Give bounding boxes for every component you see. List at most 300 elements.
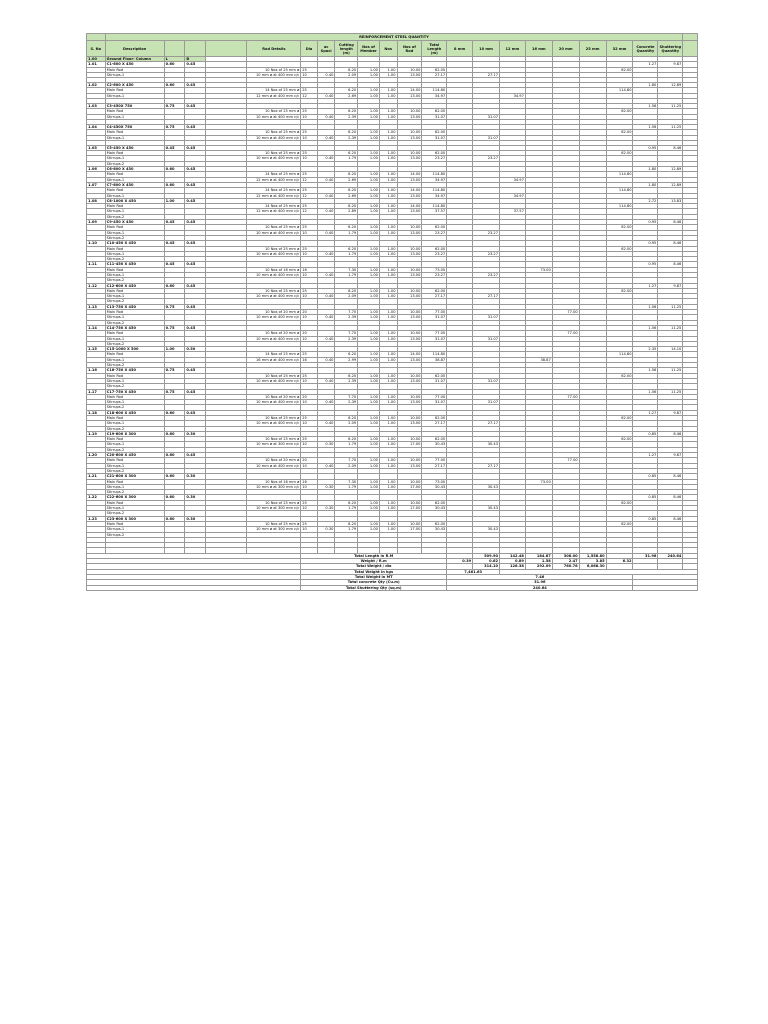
cell: 1.00 — [358, 204, 380, 209]
cell: Stirrups-1 — [105, 527, 164, 532]
cell: 1.00 — [358, 114, 380, 119]
cell: 1.00 — [379, 416, 397, 421]
cell: 31.07 — [422, 400, 447, 405]
cell: 14.10 — [658, 347, 683, 352]
cell: 1.00 — [358, 500, 380, 505]
cell: 77.00 — [422, 458, 447, 463]
cell: 1.27 — [633, 410, 658, 415]
cell: 73.00 — [525, 267, 552, 272]
cell: 1.00 — [379, 288, 397, 293]
cell: 2.39 — [335, 336, 358, 341]
cell: 1.03 — [87, 104, 106, 109]
cell: Stirrups-1 — [105, 114, 164, 119]
column-name: C12-600 X 450 — [105, 283, 164, 288]
column-header: Nos of Rod — [397, 41, 422, 57]
cell: 13.00 — [397, 378, 422, 383]
cell: Stirrups-2 — [105, 214, 164, 219]
cell: 0.40 — [317, 230, 335, 235]
cell: 1.00 — [379, 130, 397, 135]
cell: 62.00 — [606, 500, 633, 505]
cell: 7.70 — [335, 458, 358, 463]
cell: 6.32 — [606, 559, 633, 564]
cell: Stirrups-2 — [105, 532, 164, 537]
cell: 13.00 — [397, 230, 422, 235]
cell: 10 Nos of 25 mm ø — [247, 246, 301, 251]
cell: 1.00 — [358, 373, 380, 378]
cell: 1.00 — [379, 357, 397, 362]
cell: 1.16 — [87, 368, 106, 373]
cell: 34.97 — [422, 93, 447, 98]
cell: 1.00 — [87, 57, 106, 62]
cell: 25 — [301, 204, 318, 209]
cell: 14 Nos of 25 mm ø — [247, 188, 301, 193]
cell: 1.00 — [358, 458, 380, 463]
cell: 2.72 — [633, 198, 658, 203]
cell: 12 — [301, 193, 318, 198]
cell: 17.00 — [397, 442, 422, 447]
cell: 62.00 — [422, 521, 447, 526]
cell: 1.05 — [87, 145, 106, 150]
column-name: C4-450X 750 — [105, 124, 164, 129]
cell: 17.00 — [397, 506, 422, 511]
cell — [683, 41, 698, 57]
cell: 1.56 — [633, 304, 658, 309]
cell: 0.60 — [164, 62, 185, 67]
cell: 6.20 — [335, 373, 358, 378]
cell: 12 — [301, 177, 318, 182]
cell: 1.80 — [633, 182, 658, 187]
cell: 0.40 — [317, 463, 335, 468]
cell: 14.00 — [397, 172, 422, 177]
cell: 0.85 — [633, 516, 658, 521]
cell: Stirrups-2 — [105, 320, 164, 325]
column-header: Nos — [379, 41, 397, 57]
cell: 23.27 — [422, 272, 447, 277]
cell: 9.87 — [658, 62, 683, 67]
cell: 1.13 — [87, 304, 106, 309]
cell: 1.00 — [379, 421, 397, 426]
cell: 62.00 — [606, 437, 633, 442]
cell: 30.43 — [473, 506, 500, 511]
cell: 6.20 — [335, 521, 358, 526]
cell: 1.27 — [633, 62, 658, 67]
cell: 34.97 — [499, 93, 525, 98]
cell: 1.00 — [358, 400, 380, 405]
cell: 1.00 — [358, 506, 380, 511]
cell: 1.00 — [379, 193, 397, 198]
cell: 30.43 — [473, 527, 500, 532]
cell: 10.00 — [397, 394, 422, 399]
cell: 12 mm ø at 400 mm c/c — [247, 209, 301, 214]
cell: 0.40 — [317, 272, 335, 277]
cell: 1.00 — [379, 151, 397, 156]
cell: 20 — [301, 458, 318, 463]
cell: Main Rod — [105, 373, 164, 378]
cell: 62.00 — [606, 373, 633, 378]
cell: 0.40 — [317, 336, 335, 341]
cell: 10 mm ø at 400 mm c/c — [247, 251, 301, 256]
cell: 1.00 — [358, 156, 380, 161]
cell: 12.89 — [658, 83, 683, 88]
cell: 1.27 — [633, 453, 658, 458]
cell: 2.99 — [335, 357, 358, 362]
cell: 1.00 — [164, 198, 185, 203]
cell: 10 — [301, 421, 318, 426]
cell: 10.00 — [397, 246, 422, 251]
cell: 12.89 — [658, 182, 683, 187]
cell: 31.07 — [422, 315, 447, 320]
cell: 1.00 — [358, 267, 380, 272]
cell: 13.00 — [397, 193, 422, 198]
cell: 13.00 — [397, 114, 422, 119]
cell: 1.00 — [358, 357, 380, 362]
cell: 1.21 — [87, 474, 106, 479]
column-header: Description — [105, 41, 164, 57]
cell: 1.00 — [358, 463, 380, 468]
cell: 62.00 — [606, 67, 633, 72]
column-name: C1-600 X 450 — [105, 62, 164, 67]
cell: 14.00 — [397, 204, 422, 209]
cell: 25 — [301, 416, 318, 421]
cell: 10 — [301, 251, 318, 256]
cell: 7.30 — [335, 479, 358, 484]
cell: 10.00 — [397, 479, 422, 484]
cell: 2.69 — [335, 193, 358, 198]
group-title: Ground Floor- Column — [105, 57, 164, 62]
cell: 1.00 — [379, 188, 397, 193]
cell: 10 mm ø at 300 mm c/c — [247, 506, 301, 511]
cell: 13.00 — [397, 177, 422, 182]
cell: 6.20 — [335, 352, 358, 357]
cell: 10.00 — [397, 416, 422, 421]
cell: 10.00 — [397, 288, 422, 293]
cell: 6.20 — [335, 151, 358, 156]
cell: 1.00 — [358, 93, 380, 98]
cell: 10.00 — [397, 500, 422, 505]
summary-label: Total Weight in MT — [301, 574, 447, 579]
cell: 10 Nos of 25 mm ø — [247, 416, 301, 421]
cell: 1.56 — [633, 124, 658, 129]
cell: 10 — [301, 442, 318, 447]
cell: Stirrups-2 — [105, 278, 164, 283]
cell: 0.45 — [185, 198, 206, 203]
cell: 20 — [301, 310, 318, 315]
cell: 2.09 — [335, 72, 358, 77]
cell: 0.60 — [164, 410, 185, 415]
cell: 1.00 — [358, 421, 380, 426]
cell: 1.00 — [358, 246, 380, 251]
cell: 1.79 — [335, 251, 358, 256]
cell: 77.00 — [552, 394, 579, 399]
cell: 6.20 — [335, 225, 358, 230]
cell: 10 — [301, 506, 318, 511]
cell: 73.00 — [422, 479, 447, 484]
cell: 1.00 — [379, 172, 397, 177]
cell: 34.97 — [422, 177, 447, 182]
cell: Stirrups-1 — [105, 272, 164, 277]
column-name: C17-750 X 450 — [105, 389, 164, 394]
column-name: C23-600 X 300 — [105, 516, 164, 521]
cell: Stirrups-2 — [105, 384, 164, 389]
cell: 23.27 — [473, 251, 500, 256]
cell: 34.97 — [422, 193, 447, 198]
cell: 1.79 — [335, 156, 358, 161]
cell: 1.00 — [358, 310, 380, 315]
cell: 10.00 — [397, 67, 422, 72]
cell: 0.45 — [185, 167, 206, 172]
cell: 1.00 — [358, 188, 380, 193]
cell: 1.23 — [87, 516, 106, 521]
cell: 0.40 — [317, 156, 335, 161]
cell: 1.00 — [379, 442, 397, 447]
cell: 10 Nos of 20 mm ø — [247, 331, 301, 336]
cell: 13.00 — [397, 315, 422, 320]
cell: 0.45 — [185, 325, 206, 330]
cell: 7.30 — [335, 267, 358, 272]
cell: Stirrups-1 — [105, 421, 164, 426]
cell: Main Rod — [105, 416, 164, 421]
cell: Stirrups-2 — [105, 161, 164, 166]
cell: 1.00 — [358, 172, 380, 177]
cell: 9.87 — [658, 410, 683, 415]
cell: 114.80 — [422, 172, 447, 177]
cell: 0.40 — [317, 400, 335, 405]
cell: Stirrups-1 — [105, 230, 164, 235]
cell: 73.00 — [422, 267, 447, 272]
column-name: C18-600 X 450 — [105, 410, 164, 415]
cell: 17.00 — [397, 527, 422, 532]
cell: Stirrups-2 — [105, 490, 164, 495]
cell: 2.09 — [335, 294, 358, 299]
cell: 25 — [301, 130, 318, 135]
column-header: 32 mm — [606, 41, 633, 57]
cell: Main Rod — [105, 331, 164, 336]
cell: 1.00 — [379, 230, 397, 235]
cell: 10 mm ø at 400 mm c/c — [247, 421, 301, 426]
cell: 3.85 — [579, 559, 606, 564]
cell: 2.39 — [335, 135, 358, 140]
column-header — [185, 41, 206, 57]
cell: 0.85 — [633, 431, 658, 436]
cell: 1.11 — [87, 262, 106, 267]
cell: 1.00 — [358, 109, 380, 114]
cell: 25 — [301, 373, 318, 378]
cell: 1.00 — [358, 416, 380, 421]
cell: 6.20 — [335, 130, 358, 135]
cell: 6.20 — [335, 172, 358, 177]
cell: 16 — [301, 479, 318, 484]
cell: 308.00 — [552, 553, 579, 558]
cell: 1.00 — [358, 225, 380, 230]
cell: 10 — [301, 378, 318, 383]
column-header: Shuttering Quantity — [658, 41, 683, 57]
cell: 8.46 — [658, 220, 683, 225]
cell: 13.00 — [397, 251, 422, 256]
column-header: 20 mm — [552, 41, 579, 57]
cell: 23.27 — [422, 230, 447, 235]
summary-label: Total Shuttering Qty (sq.m) — [301, 585, 447, 590]
cell: 25 — [301, 500, 318, 505]
cell: 509.90 — [473, 553, 500, 558]
cell: 10 mm ø at 400 mm c/c — [247, 400, 301, 405]
cell: 760.76 — [552, 564, 579, 569]
cell: Stirrups-2 — [105, 235, 164, 240]
cell: Stirrups-2 — [105, 405, 164, 410]
cell: 6.20 — [335, 416, 358, 421]
cell: 0.95 — [633, 241, 658, 246]
cell: 10 Nos of 20 mm ø — [247, 394, 301, 399]
cell: Stirrups-2 — [105, 363, 164, 368]
cell: 62.00 — [606, 416, 633, 421]
cell: 31.07 — [473, 315, 500, 320]
column-name: C10-450 X 450 — [105, 241, 164, 246]
cell: 1.79 — [335, 506, 358, 511]
cell: 10 mm ø at 400 mm c/c — [247, 315, 301, 320]
cell: 6,068.30 — [579, 564, 606, 569]
cell: 2.39 — [335, 114, 358, 119]
cell: 62.00 — [606, 151, 633, 156]
cell: 10 — [301, 294, 318, 299]
cell: 14 Nos of 25 mm ø — [247, 88, 301, 93]
cell: 0.60 — [164, 453, 185, 458]
column-name: C21-600 X 300 — [105, 474, 164, 479]
cell: 31.07 — [422, 114, 447, 119]
cell: 14.00 — [397, 88, 422, 93]
cell: 1.00 — [358, 527, 380, 532]
column-header — [164, 41, 185, 57]
cell: 0.45 — [185, 304, 206, 309]
cell — [87, 585, 301, 590]
cell: 0.75 — [164, 389, 185, 394]
cell: Main Rod — [105, 88, 164, 93]
cell: 114.80 — [606, 88, 633, 93]
cell: 10 Nos of 25 mm ø — [247, 130, 301, 135]
column-header: Cutting length (m) — [335, 41, 358, 57]
cell: 10 Nos of 16 mm ø — [247, 267, 301, 272]
cell: 10.00 — [397, 331, 422, 336]
cell: 10 Nos of 20 mm ø — [247, 310, 301, 315]
cell: 1.06 — [87, 167, 106, 172]
cell: 1.20 — [87, 453, 106, 458]
cell: 1.79 — [335, 230, 358, 235]
cell: 23.27 — [473, 156, 500, 161]
cell: 27.17 — [422, 72, 447, 77]
cell: 0.45 — [164, 241, 185, 246]
cell: 30.43 — [422, 527, 447, 532]
cell: 10 mm ø at 400 mm c/c — [247, 135, 301, 140]
cell: 13.83 — [658, 198, 683, 203]
cell: 1.56 — [633, 389, 658, 394]
column-header: S. No — [87, 41, 106, 57]
cell: 62.00 — [422, 246, 447, 251]
cell: 1.00 — [358, 437, 380, 442]
cell: 10 mm ø at 400 mm c/c — [247, 378, 301, 383]
cell: Main Rod — [105, 288, 164, 293]
cell: 1.00 — [379, 331, 397, 336]
cell: 1.00 — [379, 310, 397, 315]
cell: 11.25 — [658, 124, 683, 129]
cell: 1.00 — [358, 479, 380, 484]
cell: 25 — [301, 88, 318, 93]
cell: 1.02 — [87, 83, 106, 88]
cell: Stirrups-1 — [105, 193, 164, 198]
cell: 0.45 — [185, 368, 206, 373]
cell: 1.00 — [379, 251, 397, 256]
cell: 62.00 — [422, 416, 447, 421]
cell: 1.00 — [379, 246, 397, 251]
cell: 14.00 — [397, 352, 422, 357]
cell: Stirrups-2 — [105, 468, 164, 473]
cell: 10 — [301, 156, 318, 161]
cell: 62.00 — [422, 437, 447, 442]
cell: 17.00 — [397, 484, 422, 489]
cell: 62.00 — [422, 373, 447, 378]
cell: 77.00 — [552, 458, 579, 463]
cell: 0.95 — [633, 145, 658, 150]
spreadsheet — [86, 33, 698, 595]
cell: Stirrups-1 — [105, 209, 164, 214]
cell: Main Rod — [105, 151, 164, 156]
cell: 11.25 — [658, 389, 683, 394]
cell: 2.09 — [335, 421, 358, 426]
cell: 1.00 — [358, 177, 380, 182]
cell: 0.40 — [317, 378, 335, 383]
cell: 12 mm ø at 400 mm c/c — [247, 93, 301, 98]
cell: 31.07 — [473, 114, 500, 119]
cell: 10 mm ø at 400 mm c/c — [247, 230, 301, 235]
cell: Stirrups-1 — [105, 135, 164, 140]
cell: 1.00 — [379, 177, 397, 182]
summary-label: Total concrete Qty (Cu.m) — [301, 580, 447, 585]
cell: 62.00 — [606, 130, 633, 135]
cell: 12 — [301, 93, 318, 98]
cell: 0.85 — [633, 495, 658, 500]
cell: 0.45 — [185, 220, 206, 225]
cell: 30.43 — [422, 506, 447, 511]
cell: 0.40 — [317, 135, 335, 140]
cell: 0.45 — [164, 262, 185, 267]
cell: 1.00 — [379, 394, 397, 399]
cell: 2.69 — [335, 93, 358, 98]
cell: 13.00 — [397, 294, 422, 299]
cell: Stirrups-1 — [105, 506, 164, 511]
cell: 12 mm ø at 400 mm c/c — [247, 193, 301, 198]
cell: 1.00 — [358, 130, 380, 135]
cell: 10 mm ø at 300 mm c/c — [247, 484, 301, 489]
cell: 0.89 — [499, 559, 525, 564]
cell: Stirrups-1 — [105, 357, 164, 362]
cell: 12 mm ø at 400 mm c/c — [247, 177, 301, 182]
column-name: C20-600 X 450 — [105, 453, 164, 458]
cell: 1.00 — [379, 463, 397, 468]
cell: 0.60 — [164, 167, 185, 172]
cell — [87, 34, 106, 41]
cell: 0.40 — [317, 193, 335, 198]
cell: Main Rod — [105, 188, 164, 193]
cell: 10 Nos of 25 mm ø — [247, 288, 301, 293]
cell: 1.00 — [379, 479, 397, 484]
cell: 77.00 — [422, 331, 447, 336]
cell: Main Rod — [105, 437, 164, 442]
cell: 1.08 — [87, 198, 106, 203]
cell: 6.20 — [335, 437, 358, 442]
cell: 10 — [301, 72, 318, 77]
cell: 31.07 — [473, 400, 500, 405]
column-header: 25 mm — [579, 41, 606, 57]
column-header: Rod Details — [247, 41, 301, 57]
cell: 1.00 — [379, 88, 397, 93]
cell: 1.14 — [87, 325, 106, 330]
